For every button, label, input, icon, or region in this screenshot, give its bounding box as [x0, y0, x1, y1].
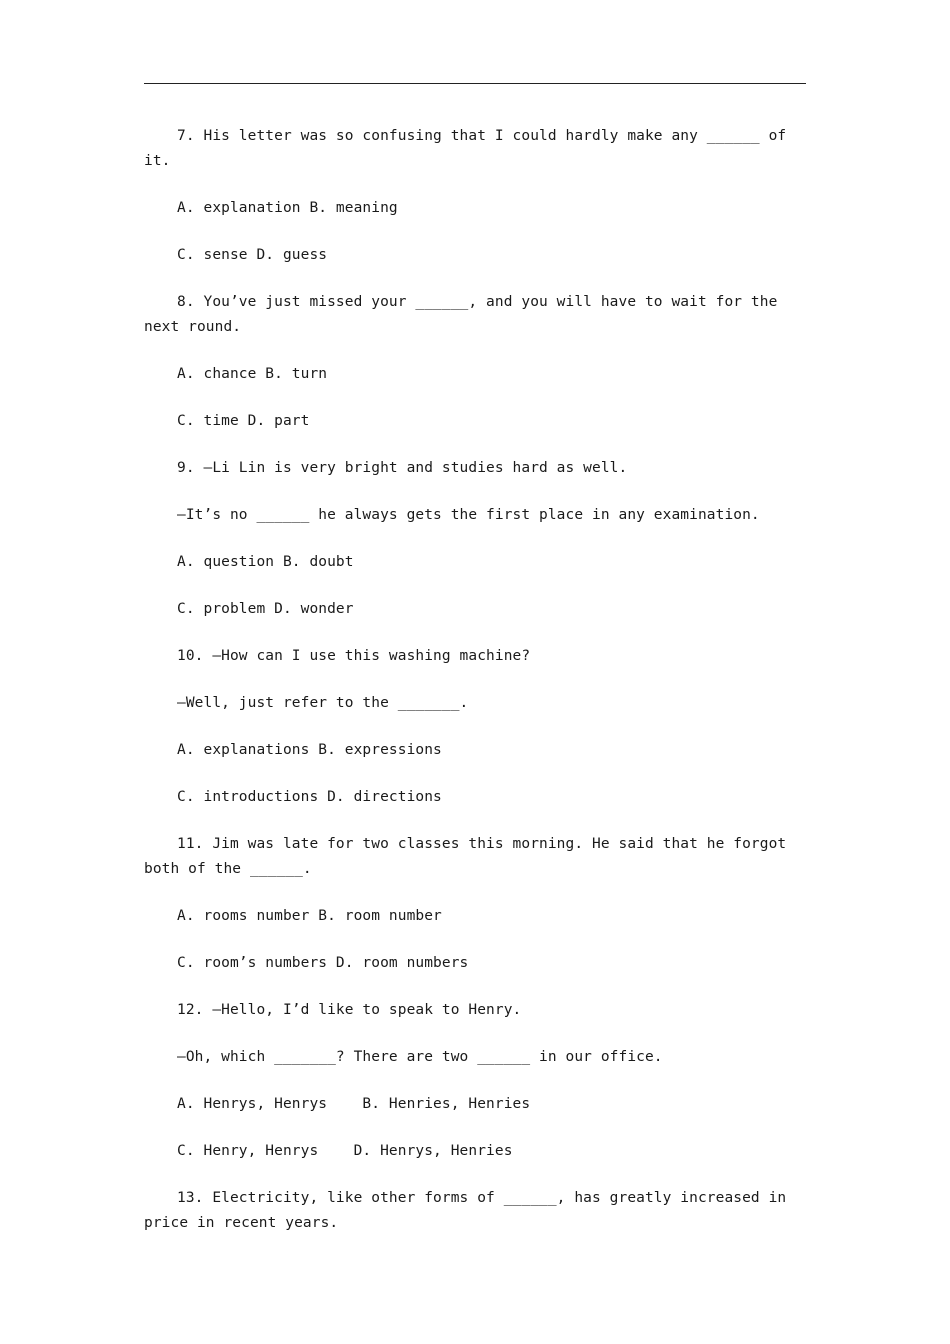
question-8-options-ab: A. chance B. turn [177, 366, 328, 382]
question-12-stem: 12. —Hello, I’d like to speak to Henry. [177, 1002, 522, 1018]
question-11-stem: 11. Jim was late for two classes this morning. He said that he forgot both of the ______. [144, 836, 796, 877]
question-list [144, 124, 806, 1258]
question-10-options-cd: C. introductions D. directions [177, 789, 442, 805]
question-12-options-cd: C. Henry, Henrys D. Henrys, Henries [177, 1143, 513, 1159]
question-10-options-ab: A. explanations B. expressions [177, 742, 442, 758]
question-10-stem: 10. —How can I use this washing machine? [177, 648, 531, 664]
question-9-options-cd: C. problem D. wonder [177, 601, 354, 617]
question-10-reply: —Well, just refer to the _______. [177, 695, 469, 711]
question-11-options-cd: C. room’s numbers D. room numbers [177, 955, 469, 971]
header-rule [144, 83, 806, 84]
question-12-options-ab: A. Henrys, Henrys B. Henries, Henries [177, 1096, 531, 1112]
question-7-options-ab: A. explanation B. meaning [177, 200, 398, 216]
question-9-reply: —It’s no ______ he always gets the first place in any examination. [177, 507, 760, 523]
question-13-stem: 13. Electricity, like other forms of ______, has greatly increased in price in recent years. [144, 1190, 796, 1231]
question-7-options-cd: C. sense D. guess [177, 247, 328, 263]
question-8-options-cd: C. time D. part [177, 413, 310, 429]
question-12-reply: —Oh, which _______? There are two ______ in our office. [177, 1049, 663, 1065]
question-7-stem: 7. His letter was so confusing that I could hardly make any ______ of it. [144, 128, 796, 169]
question-9-stem: 9. —Li Lin is very bright and studies hard as well. [177, 460, 628, 476]
question-11-options-ab: A. rooms number B. room number [177, 908, 442, 924]
question-8-stem: 8. You’ve just missed your ______, and you will have to wait for the next round. [144, 294, 787, 335]
question-9-options-ab: A. question B. doubt [177, 554, 354, 570]
